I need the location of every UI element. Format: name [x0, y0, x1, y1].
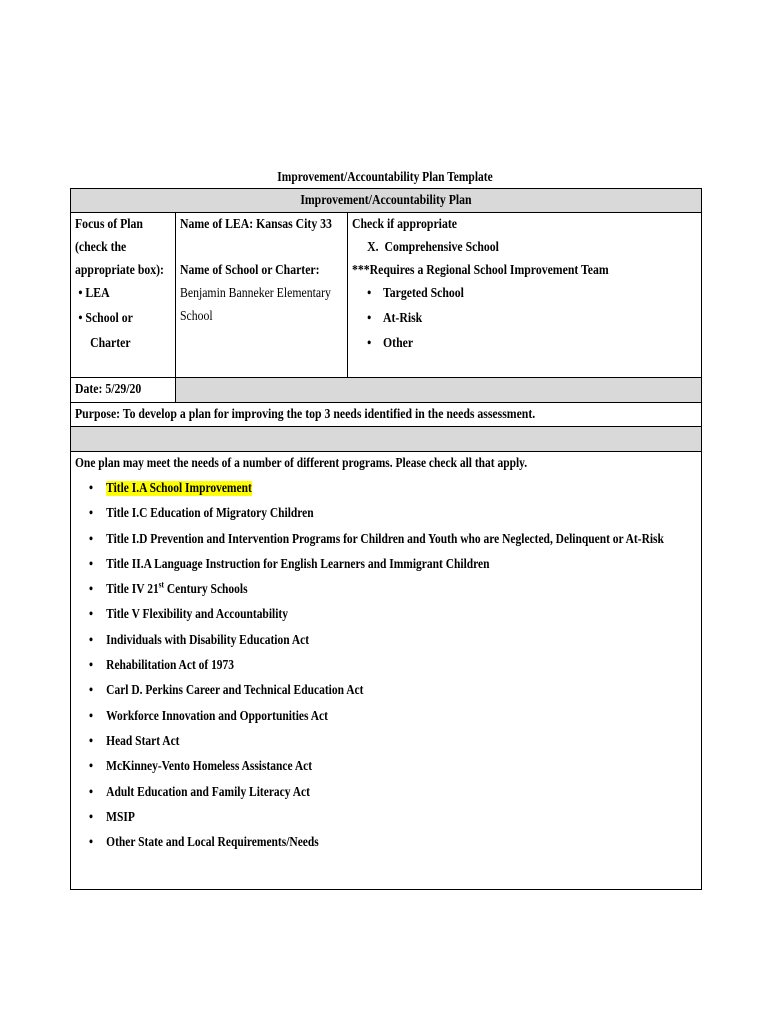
focus-option-lea[interactable]: • LEA	[78, 286, 110, 301]
program-item-perkins[interactable]: • Carl D. Perkins Career and Technical Education Act	[88, 683, 364, 699]
programs-cell	[71, 452, 702, 890]
focus-option-charter: Charter	[90, 336, 131, 351]
program-item-title-1d[interactable]: • Title I.D Prevention and Intervention Programs for Children and Youth who are Neglected, Delinquent or At-Risk	[88, 531, 664, 547]
program-item-mckinney-vento[interactable]: • McKinney-Vento Homeless Assistance Act	[88, 759, 313, 775]
selected-mark: X.	[367, 240, 379, 255]
focus-line-2: (check the	[75, 240, 127, 255]
plan-table	[70, 188, 702, 890]
document-title: Improvement/Accountability Plan Template	[277, 170, 493, 185]
focus-cell	[71, 213, 176, 378]
program-item-other-state[interactable]: • Other State and Local Requirements/Needs	[88, 835, 319, 851]
check-heading: Check if appropriate	[352, 217, 457, 232]
program-item-rehab-act[interactable]: • Rehabilitation Act of 1973	[88, 658, 235, 674]
plan-header-cell	[71, 189, 702, 213]
date-label: Date: 5/29/20	[75, 382, 142, 397]
program-item-title-1a[interactable]: • Title I.A School Improvement	[88, 481, 252, 496]
date-cell	[71, 378, 176, 403]
programs-list	[75, 477, 664, 856]
program-item-title-5[interactable]: • Title V Flexibility and Accountability	[88, 607, 288, 623]
program-item-title-2a[interactable]: • Title II.A Language Instruction for English Learners and Immigrant Children	[88, 556, 490, 572]
plan-header: Improvement/Accountability Plan	[300, 193, 472, 208]
program-item-wioa[interactable]: • Workforce Innovation and Opportunities Act	[88, 708, 328, 724]
focus-line-3: appropriate box):	[75, 263, 164, 278]
purpose-text: Purpose: To develop a plan for improving the top 3 needs identified in the needs assessment.	[75, 407, 536, 422]
check-option-at-risk[interactable]: • At-Risk	[367, 311, 423, 326]
check-note: ***Requires a Regional School Improvement Team	[352, 263, 609, 278]
program-item-idea[interactable]: • Individuals with Disability Education Act	[88, 632, 310, 648]
purpose-cell	[71, 403, 702, 427]
program-item-title-1c[interactable]: • Title I.C Education of Migratory Children	[88, 506, 314, 522]
focus-option-school[interactable]: • School or	[78, 311, 133, 326]
program-item-title-4[interactable]: • Title IV 21st Century Schools	[88, 579, 248, 598]
check-options	[352, 282, 609, 357]
program-item-head-start[interactable]: • Head Start Act	[88, 733, 180, 749]
program-item-msip[interactable]: • MSIP	[88, 809, 135, 825]
date-value-cell[interactable]	[176, 378, 702, 403]
school-name-line-1: Benjamin Banneker Elementary	[180, 286, 331, 301]
school-name-line-2: School	[180, 309, 213, 324]
check-option-targeted[interactable]: • Targeted School	[367, 286, 464, 301]
lea-cell	[176, 213, 348, 378]
check-cell	[348, 213, 702, 378]
lea-name: Name of LEA: Kansas City 33	[180, 217, 332, 232]
check-option-other[interactable]: • Other	[367, 336, 414, 351]
programs-intro: One plan may meet the needs of a number of different programs. Please check all that apply.	[75, 456, 528, 471]
check-comprehensive[interactable]: X. Comprehensive School	[367, 240, 499, 255]
blank-gray-row	[71, 427, 702, 452]
highlighted-selection: Title I.A School Improvement	[106, 481, 252, 496]
focus-line-1: Focus of Plan	[75, 217, 143, 232]
school-label: Name of School or Charter:	[180, 263, 320, 278]
focus-options	[75, 282, 164, 357]
program-item-adult-ed[interactable]: • Adult Education and Family Literacy Act	[88, 784, 310, 800]
